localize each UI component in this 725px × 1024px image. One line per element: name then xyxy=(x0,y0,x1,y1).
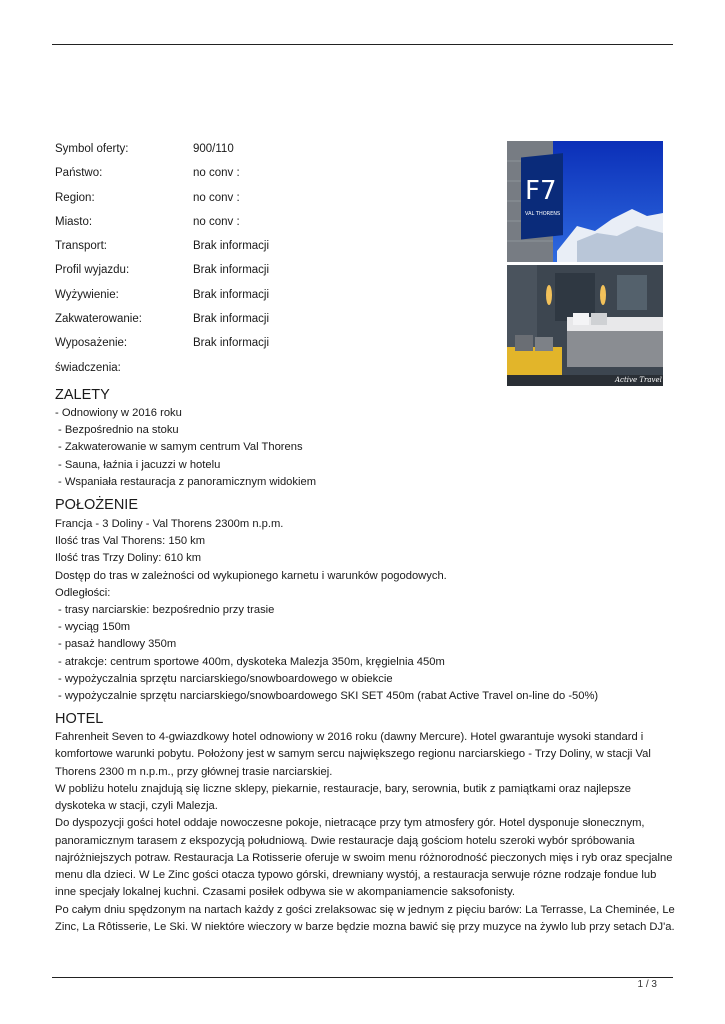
info-row xyxy=(55,190,495,214)
info-label: Zakwaterowanie: xyxy=(55,313,142,326)
hotel-description xyxy=(55,729,675,936)
list-item: - wypożyczalnia sprzętu narciarskiego/snowboardowego w obiekcie xyxy=(58,672,393,685)
bottom-rule xyxy=(52,977,673,978)
hotel-sign-sub: VAL THORENS xyxy=(525,211,561,217)
list-item: - atrakcje: centrum sportowe 400m, dyskoteka Malezja 350m, kręgielnia 450m xyxy=(58,655,445,668)
info-row xyxy=(55,165,495,189)
info-value: Brak informacji xyxy=(193,264,270,277)
info-value: no conv : xyxy=(193,191,240,204)
info-row xyxy=(55,238,495,262)
paragraph: Do dyspozycji gości hotel oddaje nowoczesne pokoje, nietracące przy tym atmosfery gór. Hotel dysponuje słonecznym, panoramicznym tarasem z ekspozycją południową. Dwie restauracje dają gościom hotelu szeroki wybór spróbowania najróżniejszych potraw. Restauracja La Rotisserie oferuje w swoim menu różnorodność pieczonych mięs i ryb oraz specjalne menu dla dzieci. W Le Zinc gości otacza typowo górski, drewniany wystój, a restauracja serwuje rózne rodzaje fondue lub inne specjały lokalnej kuchni. Czasami posiłek odbywa sie w akompaniamencie saksofonisty. xyxy=(55,817,673,899)
info-row xyxy=(55,311,495,335)
list-item: - Odnowiony w 2016 roku xyxy=(55,407,182,419)
list-item: - Wspaniała restauracja z panoramicznym widokiem xyxy=(58,475,317,488)
info-value: 900/110 xyxy=(193,143,234,155)
info-value: Brak informacji xyxy=(193,337,270,350)
list-item: - Zakwaterowanie w samym centrum Val Thorens xyxy=(58,441,303,454)
info-label: Wyposażenie: xyxy=(55,337,128,350)
photo-watermark: Active Travel xyxy=(615,376,662,384)
hotel-title: HOTEL xyxy=(55,711,104,727)
list-item: - wyciąg 150m xyxy=(58,621,131,634)
paragraph: W pobliżu hotelu znajdują się liczne sklepy, piekarnie, restauracje, bary, serownia, butik z pamiątkami oraz najlepsze dyskoteka w stacji, czyli Malezja. xyxy=(55,782,632,812)
info-row xyxy=(55,141,495,165)
info-row xyxy=(55,335,495,359)
list-item: - Bezpośrednio na stoku xyxy=(58,424,179,437)
info-row xyxy=(55,262,495,286)
info-value: Brak informacji xyxy=(193,313,270,326)
hotel-photos xyxy=(507,141,663,386)
info-row xyxy=(55,287,495,311)
list-item: - wypożyczalnie sprzętu narciarskiego/snowboardowego SKI SET 450m (rabat Active Travel on-line do -50%) xyxy=(58,690,599,703)
info-label: Miasto: xyxy=(55,215,93,228)
list-item: - pasaż handlowy 350m xyxy=(58,638,177,651)
top-rule xyxy=(52,44,673,45)
info-label: Region: xyxy=(55,191,95,204)
info-label: świadczenia: xyxy=(55,361,121,374)
polozenie-title: POŁOŻENIE xyxy=(55,497,138,513)
info-value: no conv : xyxy=(193,215,240,228)
offer-info-table xyxy=(55,141,495,384)
info-label: Symbol oferty: xyxy=(55,143,129,155)
zalety-list xyxy=(55,405,316,491)
list-item: Francja - 3 Doliny - Val Thorens 2300m n.p.m. xyxy=(55,518,284,530)
info-label: Transport: xyxy=(55,240,107,253)
list-item: - trasy narciarskie: bezpośrednio przy trasie xyxy=(58,604,275,617)
info-value: no conv : xyxy=(193,167,240,180)
hotel-exterior-photo xyxy=(507,141,663,262)
zalety-title: ZALETY xyxy=(55,387,110,403)
info-row xyxy=(55,360,495,384)
info-label: Państwo: xyxy=(55,167,103,180)
list-item: Dostęp do tras w zależności od wykupionego karnetu i warunków pogodowych. xyxy=(55,569,447,582)
page-number: 1 / 3 xyxy=(637,979,657,990)
info-row xyxy=(55,214,495,238)
paragraph: Fahrenheit Seven to 4-gwiazdkowy hotel odnowiony w 2016 roku (dawny Mercure). Hotel gwarantuje wysoki standard i komfortowe warunki pobytu. Położony jest w samym sercu największego regionu narciarskiego - Trzy Doliny, w stacji Val Thorens 2300 m n.p.m., przy głównej trasie narciarskiej. xyxy=(55,731,651,778)
list-item: Odległości: xyxy=(55,586,111,599)
hotel-sign-logo: F7 xyxy=(525,176,557,206)
info-value: Brak informacji xyxy=(193,240,270,253)
info-label: Wyżywienie: xyxy=(55,288,119,301)
paragraph: Po całym dniu spędzonym na nartach każdy z gości zrelaksowac się w jednym z pięciu barów: La Terrasse, La Cheminée, Le Zinc, La Rôtisserie, Le Ski. W niektóre wieczory w barze będzie mozna bawić się przy muzyce na żywlo lub przy setach DJ'a. xyxy=(55,903,675,933)
info-value xyxy=(193,360,495,384)
polozenie-list xyxy=(55,516,598,705)
info-label: Profil wyjazdu: xyxy=(55,264,130,277)
list-item: Ilość tras Val Thorens: 150 km xyxy=(55,535,206,548)
list-item: - Sauna, łaźnia i jacuzzi w hotelu xyxy=(58,458,221,471)
info-value: Brak informacji xyxy=(193,288,270,301)
hotel-room-photo xyxy=(507,265,663,386)
list-item: Ilość tras Trzy Doliny: 610 km xyxy=(55,552,202,565)
